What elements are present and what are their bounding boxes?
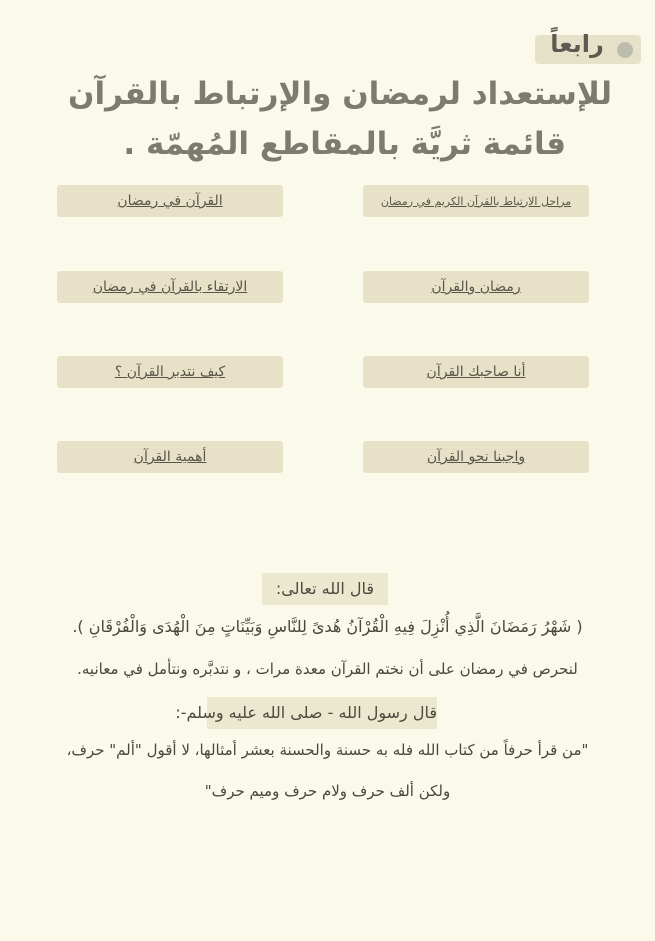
link-i-am-your-companion-quran[interactable]: أنا صاحبك القرآن bbox=[363, 356, 589, 388]
page-title: للإستعداد لرمضان والإرتباط بالقرآن bbox=[68, 76, 612, 112]
link-importance-of-quran[interactable]: أهمية القرآن bbox=[57, 441, 283, 473]
hadith-line-2: ولكن ألف حرف ولام حرف وميم حرف" bbox=[204, 782, 451, 800]
link-quran-in-ramadan[interactable]: القرآن في رمضان bbox=[57, 185, 283, 217]
quran-note: لنحرص في رمضان على أن نختم القرآن معدة مرات ، و نتدبَّره ونتأمل في معانيه. bbox=[77, 660, 578, 678]
link-rising-with-quran-in-ramadan[interactable]: الارتقاء بالقرآن في رمضان bbox=[57, 271, 283, 303]
link-how-to-contemplate-quran[interactable]: كيف نتدبر القرآن ؟ bbox=[57, 356, 283, 388]
quran-verse: ( شَهْرُ رَمَضَانَ الَّذِي أُنْزِلَ فِيهِ الْقُرْآنُ هُدىً لِلنَّاسِ وَبَيِّنَاتٍ مِنَ الْهُدَى وَالْفُرْقَانِ ). bbox=[72, 617, 583, 636]
link-ramadan-and-quran[interactable]: رمضان والقرآن bbox=[363, 271, 589, 303]
step-label: رابعاً bbox=[550, 30, 604, 58]
hadith-heading: قال رسول الله - صلى الله عليه وسلم-: bbox=[207, 697, 437, 729]
link-quran-connection-stages[interactable]: مراحل الارتباط بالقرآن الكريم في رمضان bbox=[363, 185, 589, 217]
hadith-line-1: "من قرأ حرفاً من كتاب الله فله به حسنة والحسنة بعشر أمثالها، لا أقول "ألم" حرف، bbox=[66, 741, 589, 759]
bullet-dot-icon bbox=[617, 42, 633, 58]
quran-heading: قال الله تعالى: bbox=[262, 573, 388, 605]
link-our-duty-towards-quran[interactable]: واجبنا نحو القرآن bbox=[363, 441, 589, 473]
page-subtitle: قائمة ثريَّة بالمقاطع المُهمّة . bbox=[123, 126, 566, 162]
